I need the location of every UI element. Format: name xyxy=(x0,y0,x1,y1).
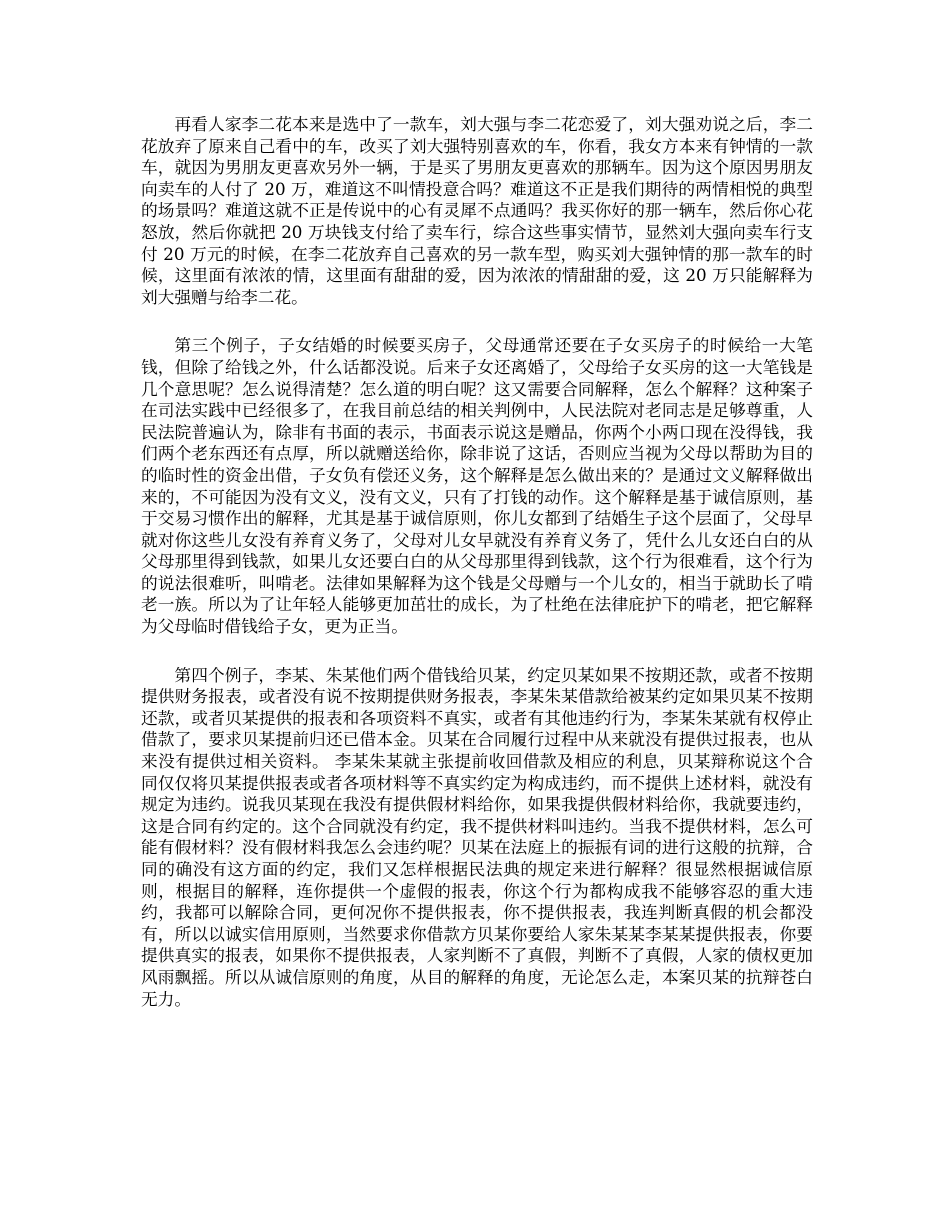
document-body xyxy=(141,114,813,1037)
paragraph-third-example: 第三个例子，子女结婚的时候要买房子，父母通常还要在子女买房子的时候给一大笔钱，但除了给钱之外，什么话都没说。后来子女还离婚了，父母给子女买房的这一大笔钱是几个意思呢？怎么说得清楚？怎么道的明白呢？这又需要合同解释，怎么个解释？这种案子在司法实践中已经很多了，在我目前总结的相关判例中，人民法院对老同志是足够尊重，人民法院普遍认为，除非有书面的表示，书面表示说这是赠品，你两个小两口现在没得钱，我们两个老东西还有点厚，所以就赠送给你，除非说了这话，否则应当视为父母以帮助为目的的临时性的资金出借，子女负有偿还义务，这个解释是怎么做出来的？是通过文义解释做出来的，不可能因为没有文义，没有文义，只有了打钱的动作。这个解释是基于诚信原则，基于交易习惯作出的解释，尤其是基于诚信原则，你儿女都到了结婚生子这个层面了，父母早就对你这些儿女没有养育义务了，父母对儿女早就没有养育义务了，凭什么儿女还白白的从父母那里得到钱款，如果儿女还要白白的从父母那里得到钱款，这个行为很难看，这个行为的说法很难听，叫啃老。法律如果解释为这个钱是父母赠与一个儿女的，相当于就助长了啃老一族。所以为了让年轻人能够更加茁壮的成长，为了杜绝在法律庇护下的啃老，把它解释为父母临时借钱给子女，更为正当。 xyxy=(141,335,813,637)
paragraph-car-example: 再看人家李二花本来是选中了一款车，刘大强与李二花恋爱了，刘大强劝说之后，李二花放弃了原来自己看中的车，改买了刘大强特别喜欢的车，你看，我女方本来有钟情的一款车，就因为男朋友更喜欢另外一辆，于是买了男朋友更喜欢的那辆车。因为这个原因男朋友向卖车的人付了 20 万，难道这不叫情投意合吗？难道这不正是我们期待的两情相悦的典型的场景吗？难道这就不正是传说中的心有灵犀不点通吗？我买你好的那一辆车，然后你心花怒放，然后你就把 20 万块钱支付给了卖车行，综合这些事实情节，显然刘大强向卖车行支付 20 万元的时候，在李二花放弃自己喜欢的另一款车型，购买刘大强钟情的那一款车的时候，这里面有浓浓的情，这里面有甜甜的爱，因为浓浓的情甜甜的爱，这 20 万只能解释为刘大强赠与给李二花。 xyxy=(141,114,813,307)
paragraph-fourth-example: 第四个例子，李某、朱某他们两个借钱给贝某，约定贝某如果不按期还款，或者不按期提供财务报表，或者没有说不按期提供财务报表，李某朱某借款给被某约定如果贝某不按期还款，或者贝某提供的报表和各项资料不真实，或者有其他违约行为，李某朱某就有权停止借款了，要求贝某提前归还已借本金。贝某在合同履行过程中从来就没有提供过报表，也从来没有提供过相关资料。 李某朱某就主张提前收回借款及相应的利息，贝某辩称说这个合同仅仅将贝某提供报表或者各项材料等不真实约定为构成违约，而不提供上述材料，就没有规定为违约。说我贝某现在我没有提供假材料给你，如果我提供假材料给你，我就要违约，这是合同有约定的。这个合同就没有约定，我不提供材料叫违约。当我不提供材料，怎么可能有假材料？没有假材料我怎么会违约呢？贝某在法庭上的振振有词的进行这般的抗辩，合同的确没有这方面的约定，我们又怎样根据民法典的规定来进行解释？很显然根据诚信原则，根据目的解释，连你提供一个虚假的报表，你这个行为都构成我不能够容忍的重大违约，我都可以解除合同，更何况你不提供报表，你不提供报表，我连判断真假的机会都没有，所以以诚实信用原则，当然要求你借款方贝某你要给人家朱某某李某某提供报表，你要提供真实的报表，如果你不提供报表，人家判断不了真假，判断不了真假，人家的债权更加风雨飘摇。所以从诚信原则的角度，从目的解释的角度，无论怎么走，本案贝某的抗辩苍白无力。 xyxy=(141,664,813,1009)
